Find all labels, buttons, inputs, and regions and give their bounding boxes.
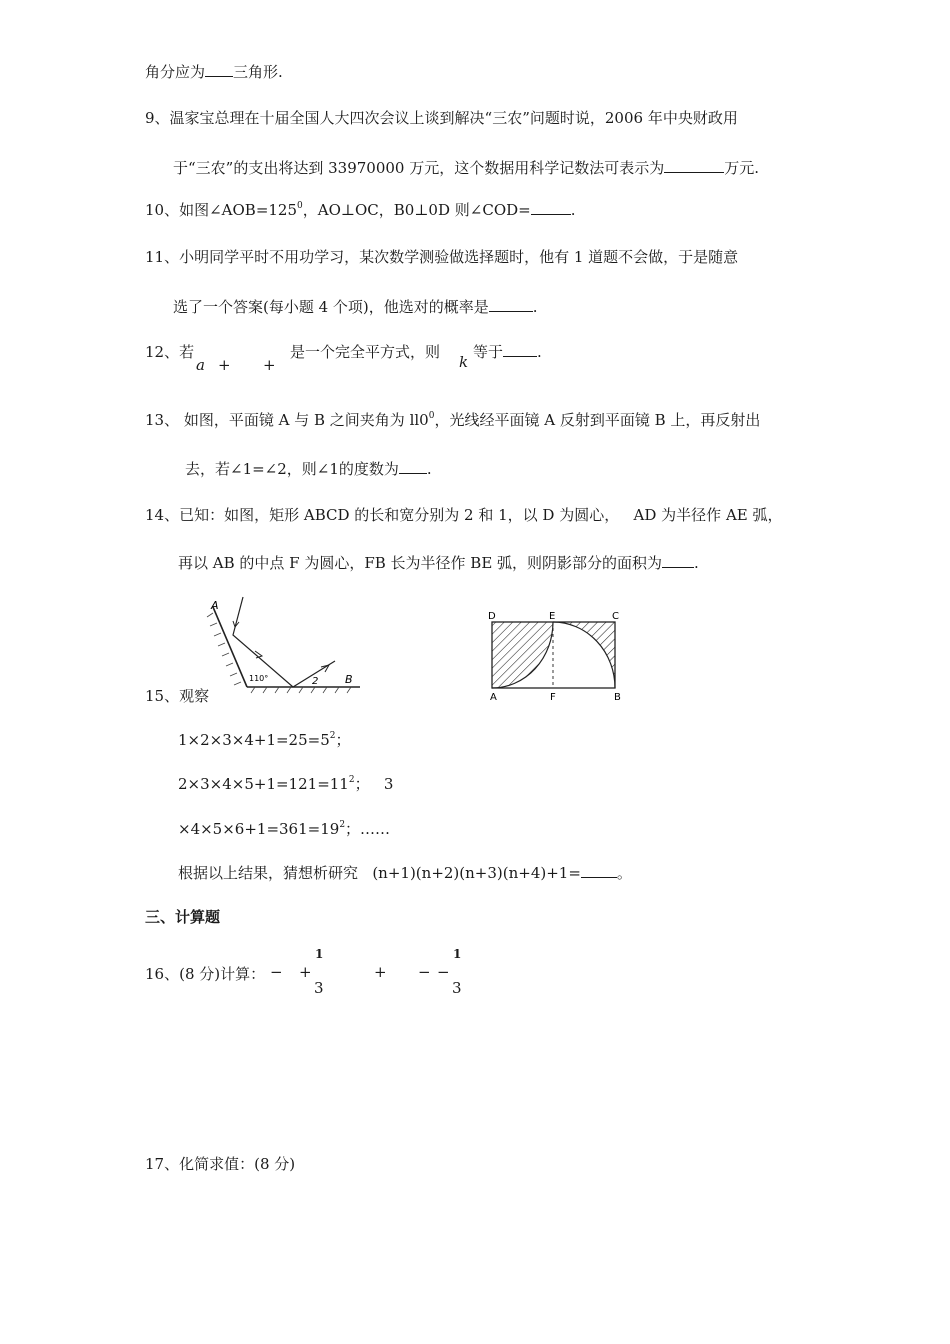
fraction-denominator: 3 bbox=[314, 979, 324, 997]
fig2-label-f: F bbox=[550, 692, 556, 703]
fig2-label-a: A bbox=[490, 692, 497, 703]
equation-3: $\times 4\times 5\times 6+1=361=19^2$；…… bbox=[178, 820, 391, 838]
rectangle-arc-figure bbox=[484, 608, 629, 703]
minus-sign: − bbox=[437, 963, 450, 981]
question-9-line2: 于“三农”的支出将达到 33970000 万元，这个数据用科学记数法可表示为 万元. bbox=[173, 159, 760, 177]
equation-2: $2\times 3\times 4\times 5+1=121=11^2$； 3 bbox=[178, 775, 394, 793]
question-9-line1: 9、温家宝总理在十届全国人大四次会议上谈到解决“三农”问题时说，2006 年中央财政用 bbox=[145, 109, 738, 127]
fig2-label-c: C bbox=[612, 611, 619, 622]
question-11-line2: 选了一个答案(每小题 4 个项)，他选对的概率是 . bbox=[173, 298, 538, 316]
fig2-label-d: D bbox=[488, 611, 496, 622]
answer-blank bbox=[503, 342, 537, 357]
plus-sign: + bbox=[263, 356, 276, 374]
answer-blank bbox=[531, 200, 571, 215]
plus-sign: + bbox=[299, 963, 312, 981]
question-13-line1: 13、 如图，平面镜 A 与 B 之间夹角为 $ll0^0$，光线经平面镜 A 反射到平面镜 B 上，再反射出 bbox=[145, 411, 761, 429]
section-title: 三、计算题 bbox=[145, 908, 221, 926]
equation-1: $1\times 2\times 3\times 4+1=25=5^2$； bbox=[178, 731, 351, 749]
question-15: 15、观察 bbox=[145, 687, 210, 705]
fraction-numerator: 1 bbox=[453, 947, 462, 961]
answer-blank bbox=[581, 863, 617, 878]
plus-sign: + bbox=[218, 356, 231, 374]
question-13-line2: 去，若∠1=∠2，则∠1的度数为 . bbox=[185, 460, 432, 478]
fig2-label-b: B bbox=[614, 692, 621, 703]
question-10: 10、如图$\angle AOB=125^0$，AO⊥OC，B0⊥0D 则∠COD= . bbox=[145, 201, 576, 219]
question-12-text: 是一个完全平方式，则 bbox=[290, 343, 441, 361]
mirror-figure bbox=[205, 595, 365, 695]
fig1-label-b: B bbox=[345, 673, 353, 686]
fig2-label-e: E bbox=[549, 611, 556, 622]
fraction-numerator: 1 bbox=[315, 947, 324, 961]
var-a: a bbox=[196, 356, 205, 374]
fig1-label-a: A bbox=[211, 599, 219, 612]
question-12-num: 12、若 bbox=[145, 343, 195, 361]
answer-blank bbox=[399, 459, 427, 474]
question-14-line2: 再以 AB 的中点 F 为圆心，FB 长为半径作 BE 弧，则阴影部分的面积为 . bbox=[178, 554, 699, 572]
question-12-tail: 等于 . bbox=[473, 343, 542, 361]
question-14-line1: 14、已知：如图，矩形 ABCD 的长和宽分别为 2 和 1，以 D 为圆心， AD 为半径作 AE 弧， bbox=[145, 506, 783, 524]
question-15-conjecture: 根据以上结果，猜想析研究 (n+1)(n+2)(n+3)(n+4)+1= 。 bbox=[178, 864, 632, 882]
minus-sign: − bbox=[418, 963, 431, 981]
plus-sign: + bbox=[374, 963, 387, 981]
fig1-angle-label: 110° bbox=[249, 674, 269, 683]
var-k: k bbox=[459, 353, 469, 371]
fig1-label-2: 2 bbox=[312, 676, 319, 687]
answer-blank bbox=[662, 553, 694, 568]
question-11-line1: 11、小明同学平时不用功学习，某次数学测验做选择题时，他有 1 道题不会做，于是随意 bbox=[145, 248, 739, 266]
minus-sign: − bbox=[270, 963, 283, 981]
answer-blank bbox=[489, 297, 533, 312]
question-17: 17、化简求值：(8 分) bbox=[145, 1155, 296, 1173]
answer-blank bbox=[664, 158, 724, 173]
q8-tail: 角分应为 三角形. bbox=[145, 63, 283, 81]
answer-blank bbox=[205, 62, 233, 77]
question-16: 16、(8 分)计算： bbox=[145, 965, 266, 983]
fraction-denominator: 3 bbox=[452, 979, 462, 997]
